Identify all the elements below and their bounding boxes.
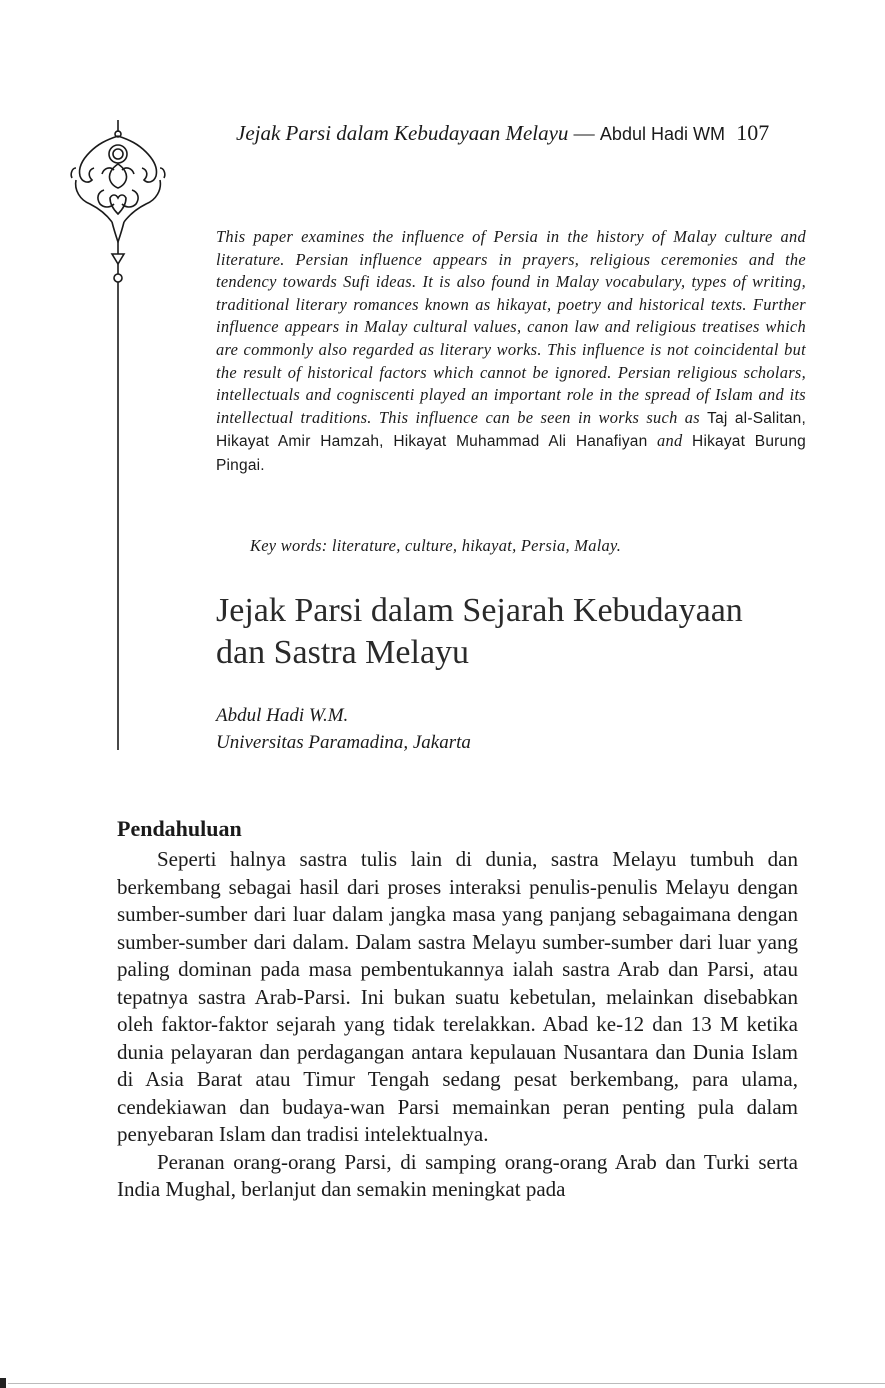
section-heading: Pendahuluan (117, 816, 242, 841)
abstract (216, 226, 806, 478)
abstract-conjunction: and (656, 431, 683, 451)
body-paragraph: Peranan orang-orang Parsi, di samping orang-orang Arab dan Turki serta India Mughal, berlanjut dan semakin meningkat pada (117, 1149, 798, 1201)
running-head-title: Jejak Parsi dalam Kebudayaan Melayu (236, 121, 569, 145)
page-number: 107 (736, 120, 770, 145)
scan-mark (0, 1378, 6, 1388)
article-title-line-2: dan Sastra Melayu (216, 634, 470, 671)
author-block (216, 702, 716, 756)
keywords: Key words: literature, culture, hikayat, Persia, Malay. (250, 536, 622, 555)
article-title (216, 590, 816, 674)
running-head (236, 120, 811, 146)
abstract-works-2: Hikayat Burung Pingai. (216, 433, 806, 474)
body-text (117, 846, 798, 1204)
abstract-works-1: Taj al-Salitan, Hikayat Amir Hamzah, Hikayat Muhammad Ali Hanafiyan (216, 409, 806, 451)
article-title-line-1: Jejak Parsi dalam Sejarah Kebudayaan (216, 592, 743, 629)
author-name: Abdul Hadi W.M. (216, 705, 349, 726)
author-affiliation: Universitas Paramadina, Jakarta (216, 732, 471, 753)
abstract-text: This paper examines the influence of Persia in the history of Malay culture and literature. Persian influence appears in prayers, religious ceremonies and the tendency towards Sufi ideas. It is also found in Malay vocabulary, types of writing, traditional literary romances known as hikayat, poetry and historical texts. Further influence appears in Malay cultural values, canon law and religious treatises which are commonly also regarded as literary works. This influence is not coincidental but the result of historical factors which cannot be ignored. Persian religious scholars, intellectuals and cogniscenti played an important role in the spread of Islam and its intellectual traditions. This influence can be seen in works such as (216, 227, 806, 427)
body-paragraph: Seperti halnya sastra tulis lain di dunia, sastra Melayu tumbuh dan berkembang sebagai hasil dari proses interaksi penulis-penulis Melayu dengan sumber-sumber dari luar dalam jangka masa yang panjang sebagaimana dengan sumber-sumber dari dalam. Dalam sastra Melayu sumber-sumber dari luar yang paling dominan pada masa pembentukannya ialah sastra Arab dan Parsi, atau tepatnya sastra Arab-Parsi. Ini bukan suatu kebetulan, melainkan disebabkan oleh faktor-faktor sejarah yang tidak terelakkan. Abad ke-12 dan 13 M ketika dunia pelayaran dan perdagangan antara kepulauan Nusantara dan Dunia Islam di Asia Barat atau Timur Tengah sedang pesat berkembang, para ulama, cendekiawan dan budaya-wan Parsi memainkan peran penting pula dalam penyebaran Islam dan tradisi intelektualnya. (117, 847, 798, 1146)
scan-edge-line (8, 1383, 885, 1384)
floral-arabesque-icon (68, 118, 168, 758)
running-head-separator: — (568, 121, 600, 145)
running-head-author: Abdul Hadi WM (599, 124, 725, 144)
